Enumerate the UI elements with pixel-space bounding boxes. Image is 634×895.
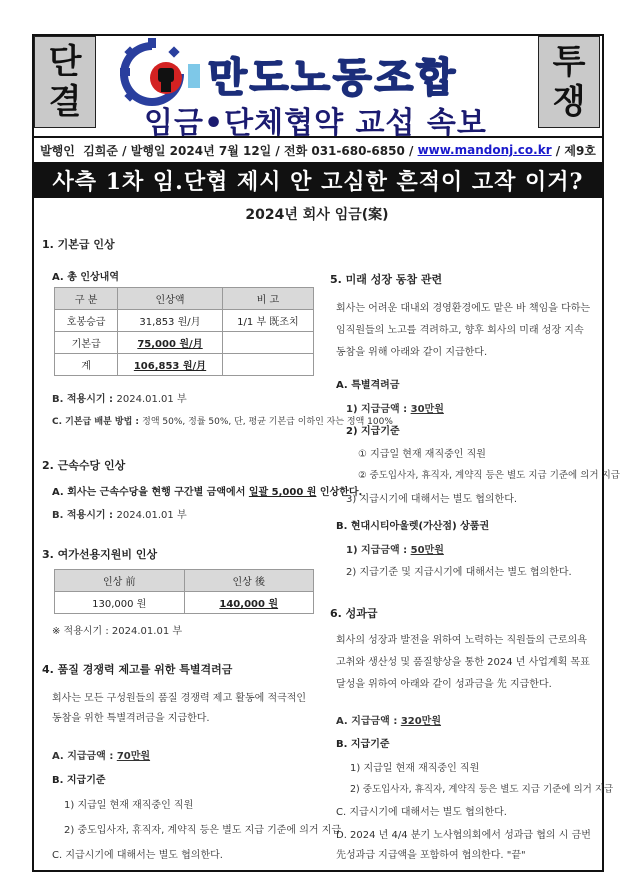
s5-a2-1: ① 지급일 현재 재직중인 직원 — [358, 449, 486, 460]
s1-c-label: C. 기본급 배분 방법 : — [52, 417, 143, 427]
s2-b-value: 2024.01.01 부 — [116, 510, 187, 521]
side-right-char-2: 쟁 — [552, 82, 586, 122]
s4-a-line — [52, 747, 150, 762]
s6-c: C. 지급시기에 대해서는 별도 협의한다. — [336, 807, 507, 818]
s5-body: 회사는 어려운 대내외 경영환경에도 맡은 바 책임을 다하는 임직원들의 노고를 격려하고, 향후 회사의 미래 성장 지속 동참을 위해 아래와 같이 지급한다. — [336, 303, 591, 358]
newsletter-subtitle: 임금•단체협약 교섭 속보 — [144, 106, 487, 141]
s6-b1: 1) 지급일 현재 재직중인 직원 — [350, 763, 480, 774]
pub-info-prefix: 발행인 김희준 / 발행일 2024년 7월 12일 / 전화 031-680-6850 / — [40, 143, 418, 158]
s4-title: 4. 품질 경쟁력 제고를 위한 특별격려금 — [42, 663, 233, 676]
s2-a-line — [52, 483, 362, 498]
s1-b-label: B. 적용시기 : — [52, 394, 117, 405]
union-website-link[interactable]: www.mandonj.co.kr — [417, 143, 552, 157]
s4-c: C. 지급시기에 대해서는 별도 협의한다. — [52, 850, 223, 861]
table-row — [55, 592, 314, 614]
s6-title: 6. 성과급 — [330, 607, 378, 620]
s3-title: 3. 여가선용지원비 인상 — [42, 548, 158, 561]
table-header-row — [55, 288, 314, 310]
table-row — [55, 354, 314, 376]
table-cell: 계 — [55, 354, 118, 376]
s4-a-label: A. 지급금액 : — [52, 751, 117, 762]
s5-title: 5. 미래 성장 동참 관련 — [330, 273, 443, 286]
s5-a1-line — [346, 400, 444, 415]
table-header-cell: 비 고 — [222, 288, 313, 310]
s5-a1-label: 1) 지급금액 : — [346, 404, 411, 415]
headline-banner: 사측 1차 임.단협 제시 안 고심한 흔적이 고작 이거? — [34, 162, 602, 198]
s6-b-title: B. 지급기준 — [336, 739, 390, 750]
s4-body: 회사는 모든 구성원들의 품질 경쟁력 제고 활동에 적극적인 동참을 위한 특별격려금을 지급한다. — [52, 693, 307, 724]
s5-b1-label: 1) 지급금액 : — [346, 545, 411, 556]
table-cell: 1/1 부 既조치 — [222, 310, 313, 332]
s4-a-value: 70만원 — [116, 751, 151, 762]
s4-b-title: B. 지급기준 — [52, 775, 106, 786]
s5-b-title: B. 현대시티아울렛(가산점) 상품권 — [336, 521, 490, 532]
side-left-char-2: 결 — [48, 82, 82, 122]
s1-c-line — [52, 414, 393, 427]
s2-b-line — [52, 506, 187, 521]
side-left-char-1: 단 — [48, 42, 82, 82]
side-banner-right — [538, 36, 600, 128]
s3-leisure-table — [54, 569, 314, 614]
s2-b-label: B. 적용시기 : — [52, 510, 117, 521]
table-cell: 130,000 원 — [55, 592, 185, 614]
s3-note: ※ 적용시기 : 2024.01.01 부 — [52, 626, 183, 637]
pub-info-suffix: / 제9호 — [551, 143, 596, 158]
s5-a2-2: ② 중도입사자, 휴직자, 계약직 등은 별도 지급 기준에 의거 지급 — [358, 470, 620, 481]
table-header-cell: 인상액 — [118, 288, 223, 310]
s2-title: 2. 근속수당 인상 — [42, 459, 126, 472]
table-cell: 140,000 원 — [184, 592, 314, 614]
s5-a2-title: 2) 지급기준 — [346, 426, 400, 437]
union-brand-name: 만도노동조합 — [208, 55, 458, 101]
s1-wage-table — [54, 287, 314, 376]
s6-a-value: 320만원 — [400, 716, 442, 727]
s5-a3: 3) 지급시기에 대해서는 별도 협의한다. — [346, 494, 518, 505]
union-gear-fist-logo — [104, 38, 200, 106]
side-banner-left — [34, 36, 96, 128]
s5-b1-value: 50만원 — [410, 545, 444, 556]
s6-a-line — [336, 712, 441, 727]
s2-a-amount: 일괄 5,000 원 — [248, 487, 317, 498]
document-title: 2024년 회사 임금(案) — [245, 207, 389, 223]
table-cell: 기본급 — [55, 332, 118, 354]
s1-a-title: A. 총 인상내역 — [52, 272, 119, 283]
table-cell — [222, 332, 313, 354]
table-cell — [222, 354, 313, 376]
s6-body: 회사의 성장과 발전을 위하여 노력하는 직원들의 근로의욕 고취와 생산성 및 품질향상을 통한 2024 년 사업계획 목표 달성을 위하여 아래와 같이 성과금을 先 지급한다. — [336, 635, 590, 690]
s6-b2: 2) 중도입사자, 휴직자, 계약직 등은 별도 지급 기준에 의거 지급 — [350, 784, 614, 795]
table-row — [55, 310, 314, 332]
s6-d: D. 2024 년 4/4 분기 노사협의회에서 성과급 협의 시 금번 先성과급 지급액을 포함하여 협의한다. "끝" — [336, 830, 591, 861]
s6-a-label: A. 지급금액 : — [336, 716, 401, 727]
s4-b1: 1) 지급일 현재 재직중인 직원 — [64, 800, 194, 811]
s4-b2: 2) 중도입사자, 휴직자, 계약직 등은 별도 지급 기준에 의거 지급 — [64, 825, 342, 836]
s1-c-value: 정액 50%, 정률 50%, 단, 평균 기본급 이하인 자는 정액 100% — [142, 417, 393, 427]
table-header-cell: 인상 前 — [55, 570, 185, 592]
table-row — [55, 332, 314, 354]
table-header-row — [55, 570, 314, 592]
s5-a1-value: 30만원 — [410, 404, 444, 415]
table-cell: 75,000 원/月 — [118, 332, 223, 354]
table-cell: 106,853 원/月 — [118, 354, 223, 376]
s2-a-end: 인상한다. — [316, 487, 363, 498]
s5-b2: 2) 지급기준 및 지급시기에 대해서는 별도 협의한다. — [346, 567, 572, 578]
s1-b-value: 2024.01.01 부 — [116, 394, 187, 405]
s2-a-text: A. 회사는 근속수당을 현행 구간별 금액에서 — [52, 487, 249, 498]
table-header-cell: 인상 後 — [184, 570, 314, 592]
table-header-cell: 구 분 — [55, 288, 118, 310]
side-right-char-1: 투 — [552, 42, 586, 82]
s5-b1-line — [346, 541, 444, 556]
s5-a-title: A. 특별격려금 — [336, 380, 400, 391]
table-cell: 31,853 원/月 — [118, 310, 223, 332]
s1-b-line — [52, 390, 187, 405]
s1-title: 1. 기본급 인상 — [42, 238, 115, 251]
table-cell: 호봉승급 — [55, 310, 118, 332]
publication-info-bar — [34, 136, 602, 164]
